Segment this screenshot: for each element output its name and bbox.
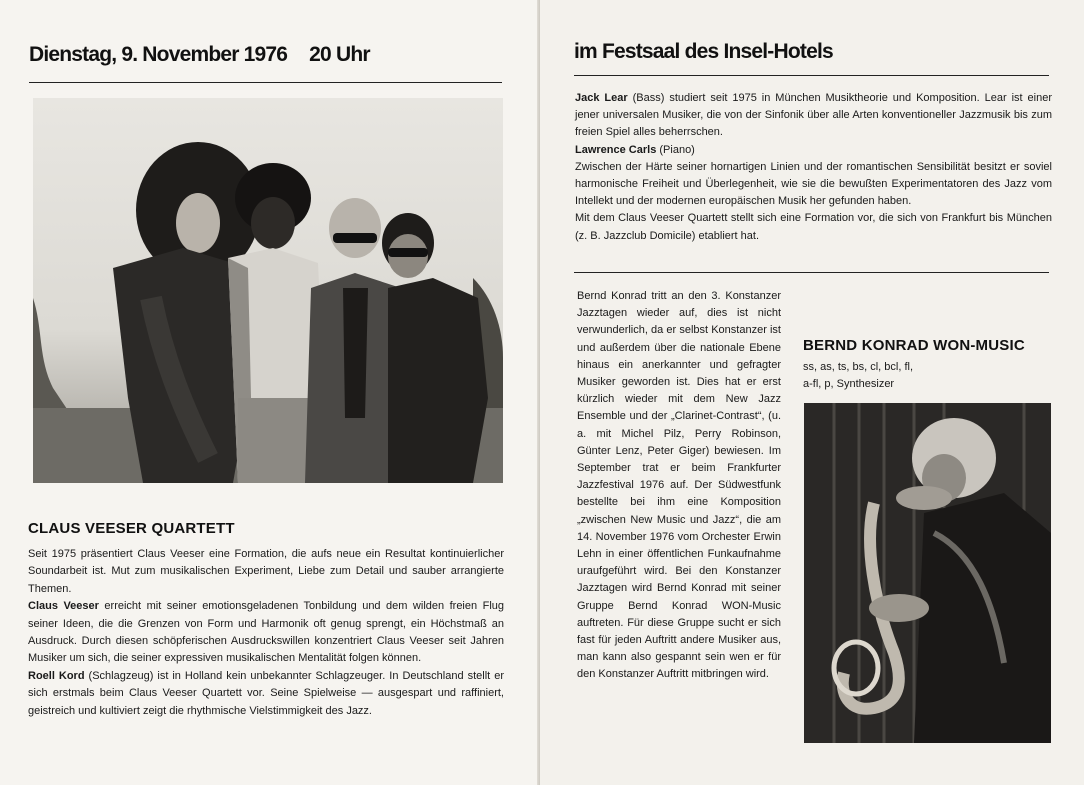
jack-lear-name: Jack Lear: [575, 92, 628, 104]
event-time: 20 Uhr: [309, 43, 370, 66]
instruments-line-2: a-fl, p, Synthesizer: [803, 378, 895, 390]
won-music-title: BERND KONRAD WON-MUSIC: [803, 337, 1025, 354]
saxophonist-photo: [804, 403, 1051, 743]
event-date: Dienstag, 9. November 1976: [29, 43, 288, 66]
lawrence-carls-role: (Piano): [656, 143, 695, 156]
jack-lear-bio: [575, 90, 1052, 142]
lawrence-carls-bio: Zwischen der Härte seiner hornartigen Linien und der romantischen Sensibilität besitzt er soviel harmonische Freiheit und Überlegenheit, wie sie die bewußten Experimentatoren des Jazz vom Intellekt und der modernen europäischen Musik her gefunden haben.: [575, 160, 1052, 208]
instruments-line-1: ss, as, ts, bs, cl, bcl, fl,: [803, 361, 914, 373]
musician-bios: [575, 90, 1052, 245]
quartet-paragraph-3: [28, 668, 504, 720]
jack-lear-text: (Bass) studiert seit 1975 in München Musiktheorie und Komposition. Lear ist einer jener universalen Musiker, die von der Sinfonik über alle Arten konventioneller Jazzmusik bis zum freien Spiel alles beherrschen.: [575, 92, 1052, 139]
venue-heading: im Festsaal des Insel-Hotels: [574, 40, 833, 63]
roell-kord-text: (Schlagzeug) ist in Holland kein unbekannter Schlagzeuger. In Deutschland stellt er sich erstmals beim Claus Veeser Quartett vor. Seine Spielweise — ausgespart und raffiniert, geistreich und kultiviert zeigt die rhythmische Vielstimmigkeit des Jazz.: [28, 669, 504, 717]
quartet-photo: [33, 98, 503, 483]
header-rule: [29, 82, 502, 83]
venue-rule: [574, 75, 1049, 76]
quartet-description: [28, 546, 504, 720]
quartet-paragraph-1: Seit 1975 präsentiert Claus Veeser eine Formation, die aufs neue ein Resultat kontinuierlicher Soundarbeit ist. Mut zum musikalischen Experiment, Liebe zum Detail und sauber arrangierte Themen.: [28, 548, 504, 595]
claus-veeser-text: erreicht mit seiner emotionsgeladenen Tonbildung und dem wilden freien Flug seiner Ideen, die die Grenzen von Form und Harmonik oft genug sprengt, ein Höchstmaß an Ausdruck. Durch diesen schöpferischen Ausdruckswillen konzentriert Claus Veeser seit Jahren Musiker um sich, die seiner expressiven musikalischen Mentalität folgen können.: [28, 600, 505, 665]
konrad-column: Bernd Konrad tritt an den 3. Konstanzer Jazztagen wieder auf, dies ist nicht verwunderlich, da er selbst Konstanzer ist und außerdem über die nationale Ebene hinaus ein anerkannter und gefragter Musiker geworden ist. Dies hat er erst kürzlich wieder mit dem New Jazz Ensemble und der „Clarinet-Contrast“, (u. a. mit Michel Pilz, Perry Robinson, Günter Lenz, Peter Giger) bewiesen. Im September trat er beim Frankfurter Jazzfestival 1976 auf. Der Südwestfunk bestellte bei ihm eine Komposition „zwischen New Music und Jazz“, die am 14. November 1976 vom Orchester Erwin Lehn in einer öffentlichen Funkaufnahme uraufgeführt wird. Bei den Konstanzer Jazztagen wird Bernd Konrad mit seiner Gruppe Bernd Konrad WON-Music auftreten. Für diese Gruppe sucht er sich fast für jeden Auftritt andere Musiker aus, man kann also gespannt sein wen er für den Konstanzer Auftritt mitbringen wird.: [577, 290, 781, 681]
section-rule: [574, 272, 1049, 273]
quartet-title: CLAUS VEESER QUARTETT: [28, 520, 235, 537]
lawrence-carls-name: Lawrence Carls: [575, 143, 657, 156]
left-page: [0, 0, 540, 785]
roell-kord-name: Roell Kord: [28, 669, 85, 682]
event-date-heading: [29, 43, 370, 67]
quartet-paragraph-2: [28, 598, 504, 668]
right-page: [540, 0, 1084, 785]
claus-veeser-name: Claus Veeser: [28, 600, 99, 613]
lawrence-carls-heading: [575, 142, 1052, 159]
quartet-summary: Mit dem Claus Veeser Quartett stellt sich eine Formation vor, die sich von Frankfurt bis München (z. B. Jazzclub Domicile) etabliert hat.: [575, 212, 1052, 242]
